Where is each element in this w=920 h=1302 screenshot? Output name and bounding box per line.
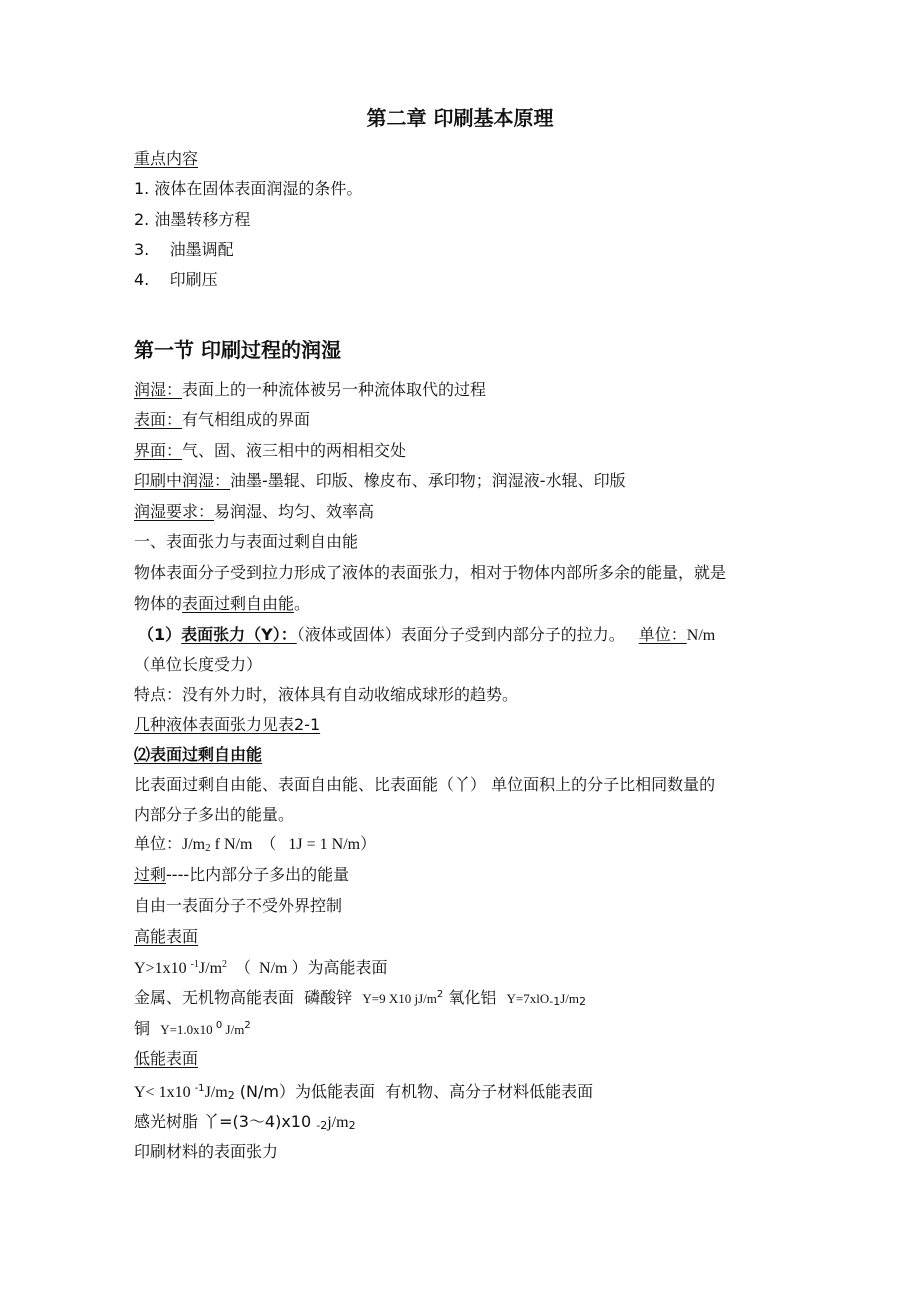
text-span: j/m	[327, 1114, 349, 1131]
subscript: -1	[549, 995, 561, 1008]
text-span: Y=9 X10 jJ/m	[362, 991, 437, 1006]
section-heading: 第一节 印刷过程的润湿	[134, 338, 341, 362]
definition-printing-wetting	[134, 470, 626, 492]
sfe-heading: ⑵表面过剩自由能	[134, 745, 263, 764]
text-span: 铜	[134, 1019, 161, 1038]
text-span: Y< 1x10	[134, 1084, 195, 1101]
text-span: f N/m （ 1J = 1 N/m）	[210, 836, 377, 853]
definition-wetting	[134, 379, 486, 401]
text-span: 氧化铝	[443, 988, 507, 1007]
sfe-line: 内部分子多出的能量。	[134, 805, 295, 824]
superscript: 2	[436, 989, 444, 1000]
sfe-line: 比表面过剩自由能、表面自由能、比表面能（丫） 单位面积上的分子比相同数量的	[134, 775, 716, 794]
feature-line: 特点：没有外力时，液体具有自动收缩成球形的趋势。	[134, 685, 519, 704]
definition-desc: 易润湿、均匀、效率高	[214, 502, 375, 521]
superscript: 2	[244, 1020, 251, 1031]
definition-desc: 油墨-墨辊、印版、橡皮布、承印物；润湿液-水辊、印版	[230, 471, 626, 490]
metal-line	[134, 987, 586, 1010]
high-energy-line	[134, 958, 388, 980]
superscript: 0	[215, 1020, 223, 1031]
low-energy-heading: 低能表面	[134, 1049, 199, 1068]
definition-desc: 气、固、液三相中的两相相交处	[182, 441, 407, 460]
key-point-1: 1. 液体在固体表面润湿的条件。	[134, 179, 363, 198]
key-points-heading: 重点内容	[134, 149, 199, 168]
excess-line	[134, 864, 349, 886]
text-span: J/m	[198, 960, 223, 977]
surface-tension-line	[138, 624, 715, 647]
subscript: 2	[579, 995, 587, 1008]
text-span: (N/m）为低能表面 有机物、高分子材料低能表面	[234, 1082, 594, 1101]
paragraph-line	[134, 593, 310, 615]
definition-term: 润湿要求：	[134, 502, 215, 521]
key-point-2: 2. 油墨转移方程	[134, 210, 251, 229]
subscript: 2	[205, 842, 211, 854]
last-line: 印刷材料的表面张力	[134, 1142, 279, 1161]
unit-value: N/m	[686, 627, 716, 644]
subscript: 2	[348, 1119, 356, 1132]
chapter-title: 第二章 印刷基本原理	[366, 106, 554, 130]
definition-term: 润湿：	[134, 380, 183, 399]
sub-heading: 一、表面张力与表面过剩自由能	[134, 532, 359, 551]
item-number: （1）	[138, 625, 182, 644]
definition-desc: 表面上的一种流体被另一种流体取代的过程	[182, 380, 487, 399]
text-span: Y=7xlO	[506, 991, 550, 1006]
definition-term: 印刷中润湿：	[134, 471, 231, 490]
text-span: 单位：J/m	[134, 836, 206, 853]
text-span: 金属、无机物高能表面 磷酸锌	[134, 988, 363, 1007]
definition-term: 表面：	[134, 410, 183, 429]
excess-term: 过剩	[134, 865, 167, 884]
text-span: 。	[294, 594, 311, 613]
text-span: 感光树脂 丫=(3～4)x10	[134, 1112, 317, 1131]
emphasis-term: 表面过剩自由能	[182, 594, 295, 613]
text-span: 物体的	[134, 594, 183, 613]
text-span: J/m	[560, 991, 580, 1006]
unit-label: 单位：	[638, 625, 687, 644]
high-energy-heading: 高能表面	[134, 927, 199, 946]
free-line: 自由一表面分子不受外界控制	[134, 896, 343, 915]
surface-tension-desc: （液体或固体）表面分子受到内部分子的拉力。	[296, 625, 625, 644]
definition-term: 界面：	[134, 441, 183, 460]
text-span: J/m	[222, 1022, 245, 1037]
text-span: Y=1.0x10	[160, 1022, 216, 1037]
subscript: 2	[227, 1089, 235, 1102]
low-energy-line	[134, 1081, 593, 1104]
table-reference: 几种液体表面张力见表2-1	[134, 715, 321, 734]
text-span: ----比内部分子多出的能量	[166, 865, 350, 884]
copper-line	[134, 1018, 251, 1041]
definition-interface	[134, 440, 406, 462]
key-point-4: 4. 印刷压	[134, 270, 218, 289]
superscript: -1	[190, 959, 199, 970]
surface-tension-note: （单位长度受力）	[134, 655, 263, 674]
superscript: 2	[222, 959, 228, 970]
text-span: J/m	[204, 1084, 228, 1101]
resin-line	[134, 1111, 356, 1134]
text-span: （ N/m ）为高能表面	[227, 960, 388, 977]
surface-tension-term: 表面张力（Y）：	[181, 625, 297, 644]
superscript: -1	[194, 1083, 205, 1094]
subscript: -2	[316, 1119, 328, 1132]
definition-desc: 有气相组成的界面	[182, 410, 311, 429]
paragraph-line: 物体表面分子受到拉力形成了液体的表面张力，相对于物体内部所多余的能量，就是	[134, 563, 727, 582]
unit-line	[134, 834, 376, 856]
text-span: Y>1x10	[134, 960, 191, 977]
definition-surface	[134, 409, 310, 431]
key-point-3: 3. 油墨调配	[134, 240, 234, 259]
definition-wetting-requirements	[134, 501, 374, 523]
